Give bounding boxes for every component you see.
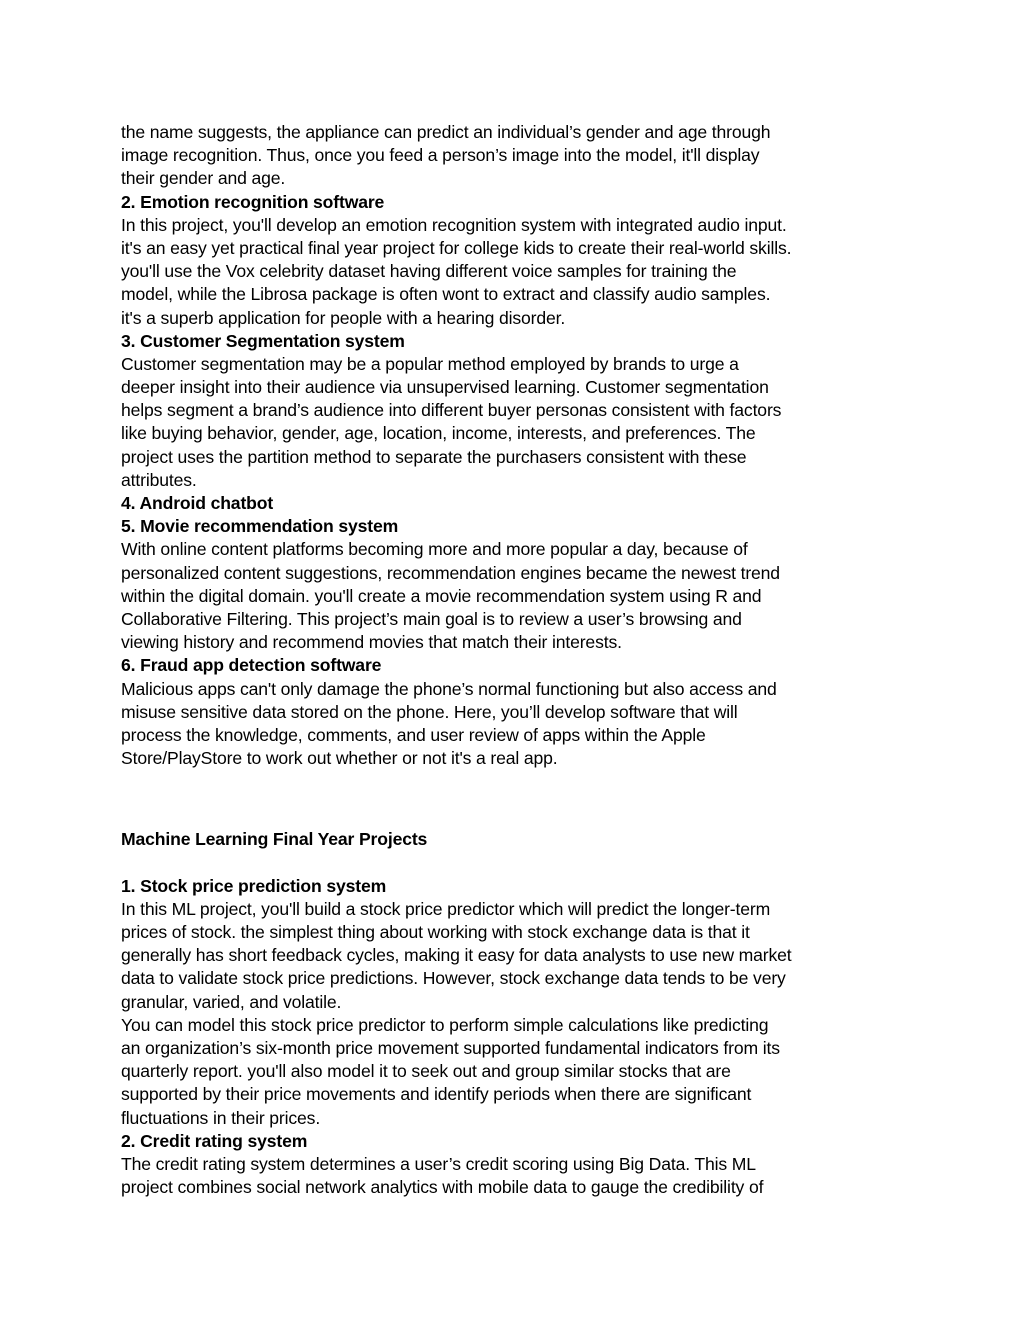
body-text-line: misuse sensitive data stored on the phone. Here, you’ll develop software that will — [121, 701, 738, 722]
body-text-line: The credit rating system determines a user’s credit scoring using Big Data. This ML — [121, 1153, 756, 1174]
body-text-line: prices of stock. the simplest thing about working with stock exchange data is that it — [121, 922, 750, 942]
body-text-line: Malicious apps can't only damage the phone’s normal functioning but also access and — [121, 678, 777, 699]
body-text-line: You can model this stock price predictor to perform simple calculations like predicting — [121, 1014, 769, 1035]
body-text-line: data to validate stock price predictions. However, stock exchange data tends to be very — [121, 968, 786, 989]
body-text-line: quarterly report. you'll also model it to seek out and group similar stocks that are — [121, 1061, 731, 1082]
section-title: Machine Learning Final Year Projects — [121, 829, 428, 850]
document-page — [121, 121, 921, 1199]
body-text-line: attributes. — [121, 469, 197, 490]
body-text-line: it's an easy yet practical final year project for college kids to create their real-world skills. — [121, 237, 792, 258]
body-text-line: granular, varied, and volatile. — [121, 991, 342, 1012]
body-text-line: image recognition. Thus, once you feed a person’s image into the model, it'll display — [121, 145, 760, 166]
body-text-line: like buying behavior, gender, age, location, income, interests, and preferences. The — [121, 423, 756, 444]
body-text-line: process the knowledge, comments, and user review of apps within the Apple — [121, 724, 706, 745]
body-text-line: generally has short feedback cycles, making it easy for data analysts to use new market — [121, 945, 792, 966]
body-text-line: fluctuations in their prices. — [121, 1107, 321, 1128]
body-text-line: within the digital domain. you'll create a movie recommendation system using R and — [121, 585, 762, 606]
body-text-line: viewing history and recommend movies that match their interests. — [121, 632, 622, 653]
section-heading: 4. Android chatbot — [121, 493, 274, 513]
body-text-line: Store/PlayStore to work out whether or not it's a real app. — [121, 748, 558, 769]
body-text-line: personalized content suggestions, recommendation engines became the newest trend — [121, 562, 780, 583]
body-text-line: Customer segmentation may be a popular method employed by brands to urge a — [121, 353, 739, 374]
body-text-line: the name suggests, the appliance can predict an individual’s gender and age through — [121, 122, 771, 142]
body-text-line: you'll use the Vox celebrity dataset having different voice samples for training the — [121, 261, 737, 282]
body-text-line: supported by their price movements and identify periods when there are significant — [121, 1084, 752, 1105]
section-heading: 6. Fraud app detection software — [121, 655, 382, 676]
body-text-line: an organization’s six-month price movement supported fundamental indicators from its — [121, 1037, 780, 1058]
body-text-line: deeper insight into their audience via unsupervised learning. Customer segmentation — [121, 377, 769, 398]
body-text-line: In this project, you'll develop an emotion recognition system with integrated audio input. — [121, 214, 787, 235]
body-text-line: With online content platforms becoming more and more popular a day, because of — [121, 539, 748, 560]
body-text-line: project uses the partition method to separate the purchasers consistent with these — [121, 446, 747, 467]
section-heading: 2. Credit rating system — [121, 1130, 308, 1151]
body-text-line: In this ML project, you'll build a stock price predictor which will predict the longer-term — [121, 898, 771, 919]
blank-space — [121, 770, 921, 828]
section-heading: 3. Customer Segmentation system — [121, 330, 405, 351]
body-text-line: their gender and age. — [121, 168, 286, 189]
body-text-line: model, while the Librosa package is often wont to extract and classify audio samples. — [121, 284, 771, 305]
section-heading: 5. Movie recommendation system — [121, 516, 399, 537]
section-heading: 1. Stock price prediction system — [121, 875, 387, 896]
blank-space — [121, 851, 921, 874]
body-text-line: Collaborative Filtering. This project’s main goal is to review a user’s browsing and — [121, 608, 742, 629]
body-text-line: helps segment a brand’s audience into different buyer personas consistent with factors — [121, 400, 782, 421]
body-text-line: it's a superb application for people with a hearing disorder. — [121, 307, 566, 328]
body-text-line: project combines social network analytics with mobile data to gauge the credibility of — [121, 1177, 764, 1198]
section-heading: 2. Emotion recognition software — [121, 191, 385, 212]
